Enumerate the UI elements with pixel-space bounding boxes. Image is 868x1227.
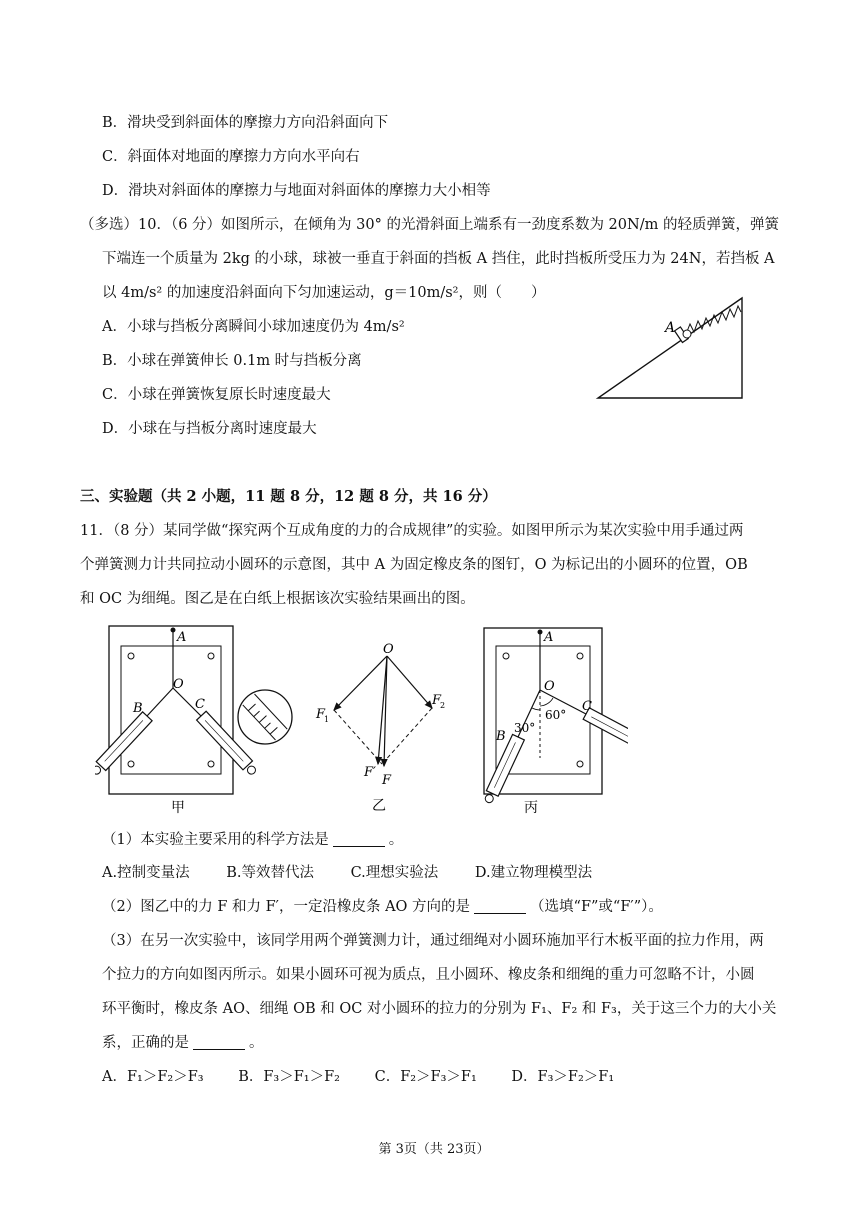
q11-sub1-option-c: C.理想实验法: [350, 865, 439, 881]
q10-option-b: B．小球在弹簧伸长 0.1m 时与挡板分离: [102, 353, 362, 369]
q11-sub2-end: （选填“F”或“F′”）。: [530, 899, 663, 915]
q10-option-d: D．小球在与挡板分离时速度最大: [102, 421, 317, 437]
q11-sub1-text: （1）本实验主要采用的科学方法是: [102, 832, 329, 848]
jia-label-b: B: [133, 701, 143, 716]
answer-blank-1[interactable]: [333, 832, 385, 847]
q11-sub3-line3: 环平衡时，橡皮条 AO、细绳 OB 和 OC 对小圆环的拉力的分别为 F₁、F₂ 和 F₃，关于这三个力的大小关: [102, 1001, 777, 1017]
bing-angle-30: 30°: [514, 721, 536, 735]
q9-option-c: C．斜面体对地面的摩擦力方向水平向右: [102, 149, 360, 165]
q11-sub1-options: [102, 863, 592, 883]
q11-stem-line2: 个弹簧测力计共同拉动小圆环的示意图，其中 A 为固定橡皮条的图钉，O 为标记出的小圆环的位置，OB: [80, 557, 748, 573]
answer-blank-2[interactable]: [474, 899, 526, 914]
q11-sub3-text: 系，正确的是: [102, 1035, 189, 1051]
q9-option-d: D．滑块对斜面体的摩擦力与地面对斜面体的摩擦力大小相等: [102, 183, 491, 199]
yi-label-f-prime: F′: [364, 765, 376, 780]
q11-sub3-line2: 个拉力的方向如图丙所示。如果小圆环可视为质点，且小圆环、橡皮条和细绳的重力可忽略不计，小圆: [102, 967, 755, 983]
q9-option-b: B．滑块受到斜面体的摩擦力方向沿斜面向下: [102, 115, 389, 131]
q11-stem-line1: 11．（8 分）某同学做“探究两个互成角度的力的合成规律”的实验。如图甲所示为某次实验中用手通过两: [80, 523, 744, 539]
yi-label-f1-sub: 1: [324, 715, 330, 724]
page-footer: 第 3页（共 23页）: [378, 1142, 490, 1157]
vector-f2: [387, 656, 432, 708]
q11-sub3-option-d: D．F₃＞F₂＞F₁: [511, 1069, 615, 1085]
q11-sub1-end: 。: [388, 832, 404, 848]
q10-stem-line3: 以 4m/s² 的加速度沿斜面向下匀加速运动，g＝10m/s²，则（ ）: [102, 285, 546, 301]
jia-label-c: C: [195, 697, 205, 712]
bing-caption: 丙: [524, 800, 538, 816]
q10-option-a: A．小球与挡板分离瞬间小球加速度仍为 4m/s²: [102, 319, 405, 335]
yi-label-f2: F: [432, 693, 442, 708]
yi-label-f: F: [382, 773, 392, 788]
section-title: 三、实验题（共 2 小题，11 题 8 分，12 题 8 分，共 16 分）: [80, 488, 497, 505]
q11-stem-line3: 和 OC 为细绳。图乙是在白纸上根据该次实验结果画出的图。: [80, 591, 475, 607]
board-outer: [109, 626, 233, 794]
answer-blank-3[interactable]: [193, 1035, 245, 1050]
jia-label-a: A: [177, 630, 187, 645]
vector-f1: [334, 656, 387, 710]
q11-sub2: [102, 897, 663, 917]
figure-jia: [95, 622, 305, 820]
figure-yi: [308, 638, 458, 820]
jia-caption: 甲: [171, 800, 185, 816]
q11-sub1: [102, 830, 403, 850]
q11-sub3-end: 。: [249, 1035, 264, 1051]
incline-figure: [590, 290, 750, 405]
bing-label-b: B: [496, 729, 506, 744]
q11-sub2-text: （2）图乙中的力 F 和力 F′，一定沿橡皮条 AO 方向的是: [102, 899, 471, 915]
yi-label-o: O: [383, 642, 394, 657]
q10-option-c: C．小球在弹簧恢复原长时速度最大: [102, 387, 331, 403]
q11-sub3-line1: （3）在另一次实验中，该同学用两个弹簧测力计，通过细绳对小圆环施加平行木板平面的拉力作用，两: [102, 933, 764, 949]
baffle-label: A: [665, 320, 676, 336]
bing-angle-60: 60°: [545, 708, 567, 722]
spring: [686, 306, 741, 334]
q11-sub3-option-b: B．F₃＞F₁＞F₂: [238, 1069, 340, 1085]
yi-label-f2-sub: 2: [440, 701, 446, 710]
q11-sub3-option-c: C．F₂＞F₃＞F₁: [374, 1069, 477, 1085]
q10-stem-line1: （多选）10．（6 分）如图所示，在倾角为 30° 的光滑斜面上端系有一劲度系数为 20N/m 的轻质弹簧，弹簧: [80, 217, 779, 233]
yi-label-f1: F: [316, 707, 326, 722]
q11-sub1-option-b: B.等效替代法: [226, 865, 314, 881]
q11-sub3-options: [102, 1067, 614, 1087]
q11-sub1-option-a: A.控制变量法: [102, 865, 190, 881]
bing-label-a: A: [544, 630, 554, 645]
q10-stem-line2: 下端连一个质量为 2kg 的小球，球被一垂直于斜面的挡板 A 挡住，此时挡板所受压力为 24N，若挡板 A: [102, 251, 775, 267]
q11-sub1-option-d: D.建立物理模型法: [474, 865, 593, 881]
yi-caption: 乙: [372, 798, 386, 814]
q11-sub3-option-a: A．F₁＞F₂＞F₃: [102, 1069, 204, 1085]
bing-label-c: C: [582, 699, 592, 714]
jia-label-o: O: [173, 677, 184, 692]
incline-triangle: [598, 298, 742, 398]
spring-scale-b: [95, 712, 152, 778]
bing-label-o: O: [544, 679, 555, 694]
ball: [683, 330, 691, 338]
q11-sub3-line4: [102, 1033, 264, 1053]
figure-bing: [468, 622, 628, 820]
